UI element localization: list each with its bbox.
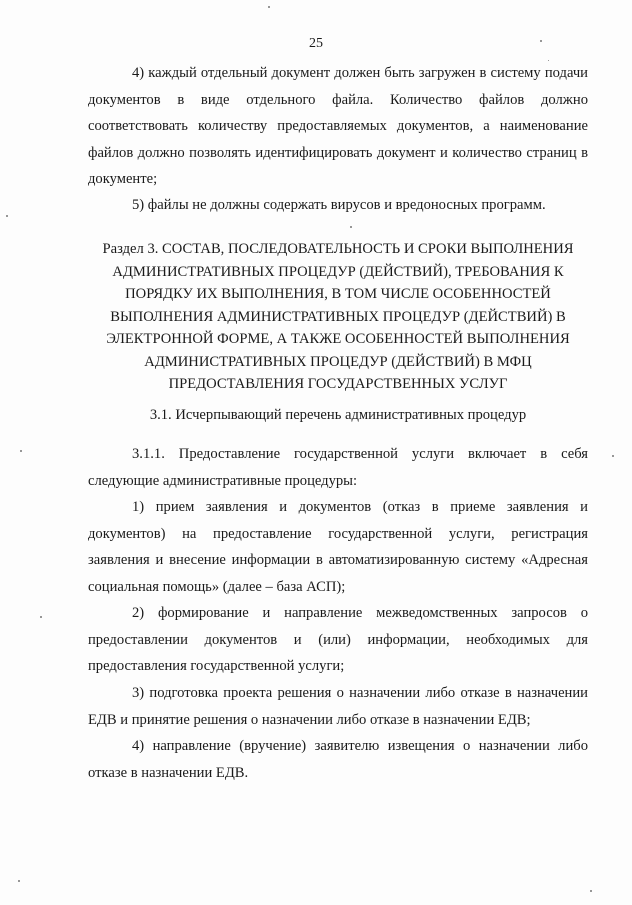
page-number: 25 — [309, 36, 323, 51]
procedure-item-2: 2) формирование и направление межведомственных запросов о предоставлении документов и (или) информации, необходимых для предоставления государственной услуги; — [88, 605, 588, 674]
section-heading: Раздел 3. СОСТАВ, ПОСЛЕДОВАТЕЛЬНОСТЬ И СРОКИ ВЫПОЛНЕНИЯ АДМИНИСТРАТИВНЫХ ПРОЦЕДУР (ДЕЙСТВИЙ), ТРЕБОВАНИЯ К ПОРЯДКУ ИХ ВЫПОЛНЕНИЯ, В ТОМ ЧИСЛЕ ОСОБЕННОСТЕЙ ВЫПОЛНЕНИЯ АДМИНИСТРАТИВНЫХ ПРОЦЕДУР (ДЕЙСТВИЙ) В ЭЛЕКТРОННОЙ ФОРМЕ, А ТАКЖЕ ОСОБЕННОСТЕЙ ВЫПОЛНЕНИЯ АДМИНИСТРАТИВНЫХ ПРОЦЕДУР (ДЕЙСТВИЙ) В МФЦ ПРЕДОСТАВЛЕНИЯ ГОСУДАРСТВЕННЫХ УСЛУГ — [102, 241, 574, 392]
clause-intro: 3.1.1. Предоставление государственной услуги включает в себя следующие административные процедуры: — [88, 446, 588, 489]
scan-speck — [18, 880, 20, 882]
scan-speck — [590, 890, 592, 892]
scan-speck — [20, 450, 22, 452]
list-item-4: 4) каждый отдельный документ должен быть загружен в систему подачи документов в виде отдельного файла. Количество файлов должно соответствовать количеству предоставляемых документов, а наименование файлов должно позволять идентифицировать документ и количество страниц в документе; — [88, 65, 588, 187]
subsection-heading: 3.1. Исчерпывающий перечень административных процедур — [149, 407, 527, 423]
procedure-item-4: 4) направление (вручение) заявителю извещения о назначении либо отказе в назначении ЕДВ. — [88, 738, 588, 781]
procedure-item-1: 1) прием заявления и документов (отказ в приеме заявления и документов) на предоставление государственной услуги, регистрация заявления и внесение информации в автоматизированную систему «Адресная социальная помощь» (далее – база АСП); — [88, 499, 588, 595]
list-item-5: 5) файлы не должны содержать вирусов и вредоносных программ. — [132, 197, 546, 213]
scan-speck — [540, 40, 542, 42]
scan-speck — [6, 215, 8, 217]
scan-speck — [350, 226, 352, 228]
scan-speck — [612, 455, 614, 457]
scan-speck — [268, 6, 270, 8]
scan-speck — [40, 616, 42, 618]
procedure-item-3: 3) подготовка проекта решения о назначении либо отказе в назначении ЕДВ и принятие решения о назначении либо отказе в назначении ЕДВ; — [88, 685, 588, 728]
scan-speck — [548, 60, 549, 61]
